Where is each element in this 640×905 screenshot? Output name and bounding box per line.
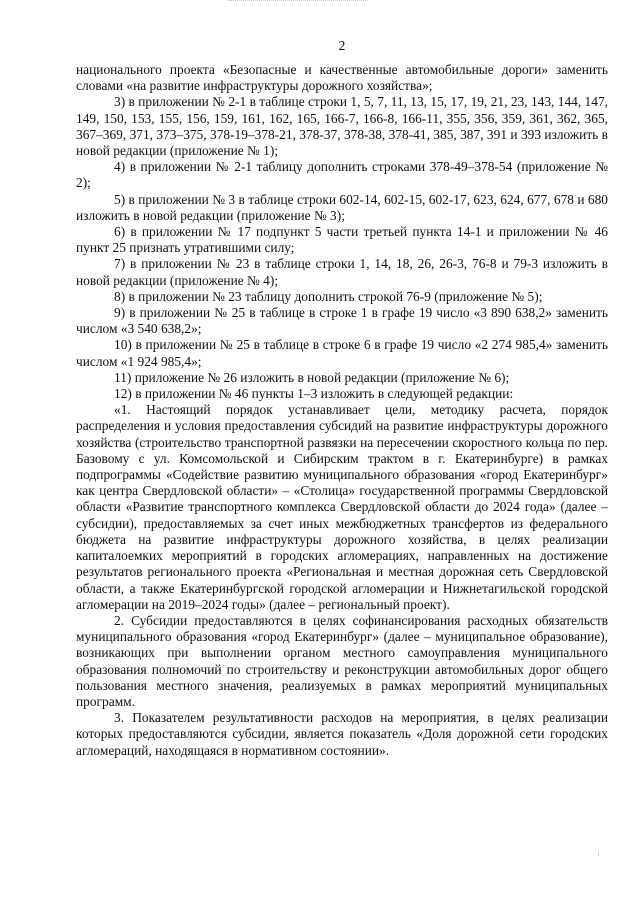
paragraph-clause-3: 3. Показателем результативности расходов на мероприятия, в целях реализации которых предоставляются субсидии, является показатель «Доля дорожной сети городских агломераций, находящаяся в нормативном состоянии».: [76, 710, 608, 758]
paragraph-continuation: национального проекта «Безопасные и качественные автомобильные дороги» заменить словами «на развитие инфраструктуры дорожного хозяйства»;: [76, 62, 608, 94]
paragraph-item-8: 8) в приложении № 23 таблицу дополнить строкой 76-9 (приложение № 5);: [114, 288, 543, 304]
page-number: 2: [338, 38, 346, 53]
paragraph-item-3: 3) в приложении № 2-1 в таблице строки 1, 5, 7, 11, 13, 15, 17, 19, 21, 23, 143, 144, 147, 149, 150, 153, 155, 156, 159, 161, 162, 165, 166-7, 166-8, 166-11, 355, 356, 359, 361, 362, 365, 367–369, 371, 373–375, 378-19–378-21, 378-37, 378-38, 378-41, 385, 387, 391 и 393 изложить в новой редакции (приложение № 1);: [76, 94, 608, 159]
paragraph-item-11: 11) приложение № 26 изложить в новой редакции (приложение № 6);: [114, 369, 510, 385]
scan-artifact-top: [228, 0, 368, 4]
paragraph-item-10: 10) в приложении № 25 в таблице в строке 6 в графе 19 число «2 274 985,4» заменить числом «1 924 985,4»;: [76, 337, 608, 369]
document-body: [76, 62, 608, 759]
paragraph-clause-2: 2. Субсидии предоставляются в целях софинансирования расходных обязательств муниципального образования «город Екатеринбург» (далее – муниципальное образование), возникающих при выполнении органом местного самоуправления муниципального образования полномочий по строительству и реконструкции автомобильных дорог общего пользования местного значения, реализуемых в рамках мероприятий муниципальных программ.: [76, 612, 608, 709]
paragraph-clause-1: «1. Настоящий порядок устанавливает цели, методику расчета, порядок распределения и условия предоставления субсидий на развитие инфраструктуры дорожного хозяйства (строительство транспортной развязки на пересечении скоростного кольца по пер. Базовому с ул. Комсомольской и Сибирским трактом в г. Екатеринбурге) в рамках подпрограммы «Содействие развитию муниципального образования «город Екатеринбург» как центра Свердловской области» – «Столица» государственной программы Свердловской области «Развитие транспортного комплекса Свердловской области до 2024 года» (далее – субсидии), предоставляемых за счет иных межбюджетных трансфертов из федерального бюджета на развитие инфраструктуры дорожного хозяйства, в целях реализации капиталоемких мероприятий в городских агломерациях, направленных на достижение результатов регионального проекта «Региональная и местная дорожная сеть Свердловской области, а также Екатеринбургской городской агломерации и Нижнетагильской городской агломерации на 2019–2024 годы» (далее – региональный проект).: [76, 402, 608, 612]
paragraph-item-6: 6) в приложении № 17 подпункт 5 части третьей пункта 14-1 и приложении № 46 пункт 25 признать утратившими силу;: [76, 224, 608, 256]
paragraph-item-5: 5) в приложении № 3 в таблице строки 602-14, 602-15, 602-17, 623, 624, 677, 678 и 680 изложить в новой редакции (приложение № 3);: [76, 191, 608, 223]
paragraph-item-7: 7) в приложении № 23 в таблице строки 1, 14, 18, 26, 26-3, 76-8 и 79-3 изложить в новой редакции (приложение № 4);: [76, 256, 608, 288]
paragraph-item-4: 4) в приложении № 2-1 таблицу дополнить строками 378-49–378-54 (приложение № 2);: [76, 159, 608, 191]
paragraph-item-9: 9) в приложении № 25 в таблице в строке 1 в графе 19 число «3 890 638,2» заменить числом «3 540 638,2»;: [76, 305, 608, 337]
scan-artifact-corner: [598, 852, 599, 856]
paragraph-item-12: 12) в приложении № 46 пункты 1–3 изложить в следующей редакции:: [114, 386, 514, 402]
